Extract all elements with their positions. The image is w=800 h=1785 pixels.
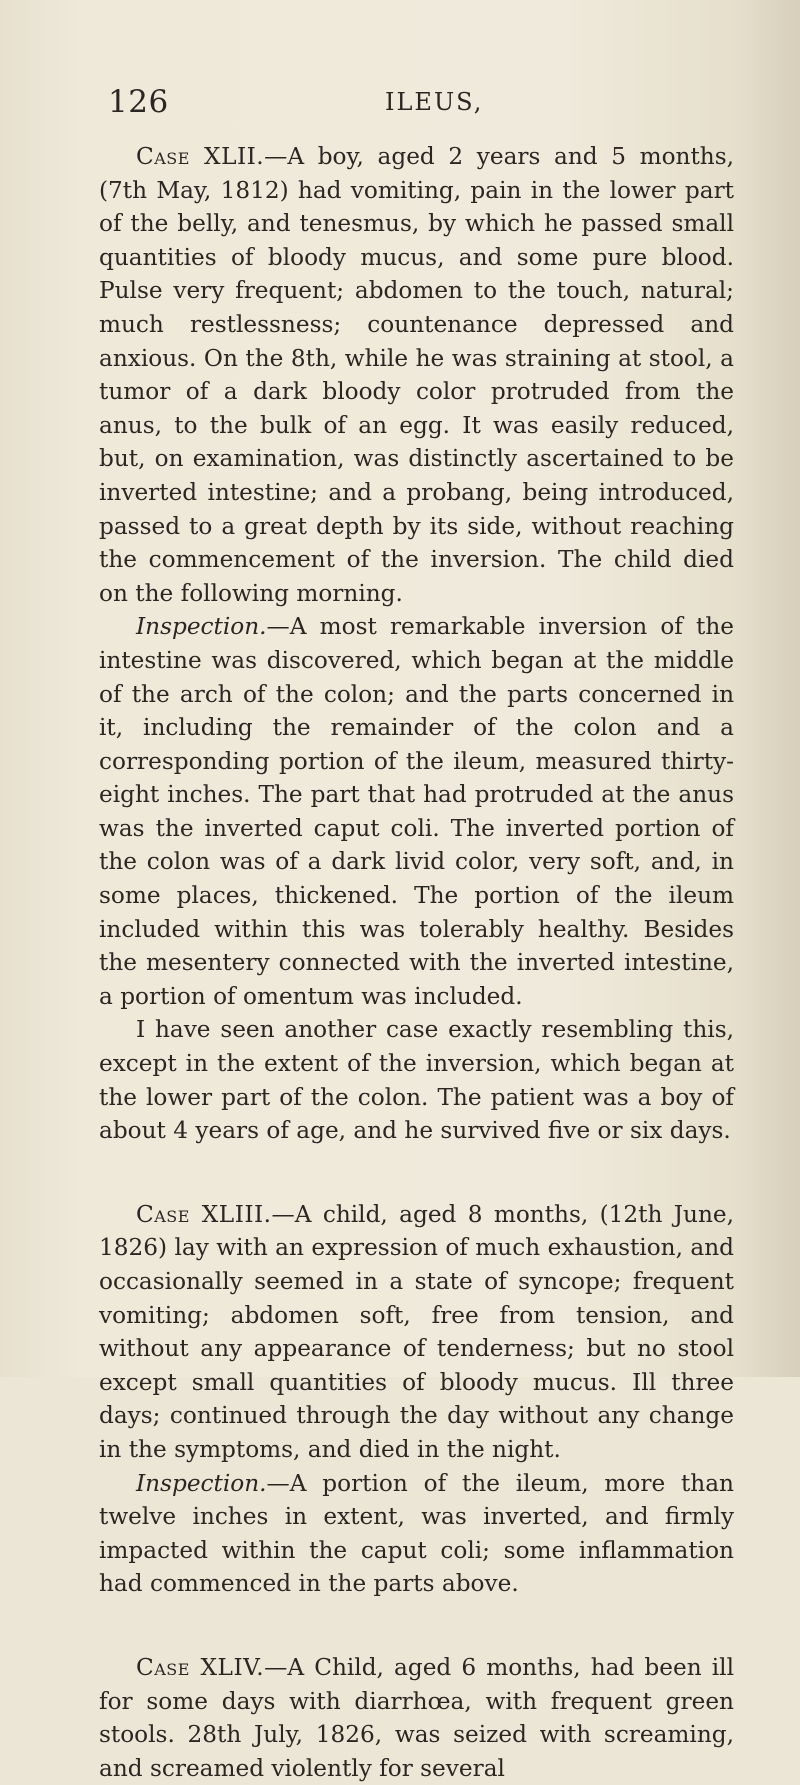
paragraph-case-xliv <box>99 1651 734 1785</box>
paragraph-text: —A portion of the ileum, more than twelve inches in extent, was inverted, and firmly impacted within the caput coli; some inflammation had commenced in the parts above. <box>99 1469 734 1598</box>
running-head: ILEUS, <box>385 88 484 116</box>
paragraph-text: I have seen another case exactly resembling this, except in the extent of the inversion, which began at the lower part of the colon. The patient was a boy of about 4 years of age, and he survived five or six days. <box>99 1016 734 1145</box>
body-text <box>99 140 734 1785</box>
case-title: Case XLIII. <box>136 1200 272 1228</box>
paragraph-text: —A boy, aged 2 years and 5 months, (7th May, 1812) had vomiting, pain in the lower part of the belly, and tenesmus, by which he passed small quantities of bloody mucus, and some pure blood. Pulse very frequent; abdomen to the touch, natural; much restlessness; countenance depressed and anxious. On the 8th, while he was straining at stool, a tumor of a dark bloody color protruded from the anus, to the bulk of an egg. It was easily reduced, but, on examination, was distinctly ascertained to be inverted intestine; and a probang, being introduced, passed to a great depth by its side, without reaching the commencement of the inversion. The child died on the following morning. <box>99 143 734 607</box>
case-title: Case XLII. <box>136 143 265 170</box>
paragraph-text: —A child, aged 8 months, (12th June, 1826) lay with an expression of much exhaustion, and occasionally seemed in a state of syncope; frequent vomiting; abdomen soft, free from tension, and without any appearance of tenderness; but no stool except small quantities of bloody mucus. Ill three days; continued through the day without any change in the symptoms, and died in the night. <box>99 1200 734 1463</box>
page-number: 126 <box>108 84 169 120</box>
paragraph-case-xliii <box>99 1198 734 1467</box>
case-title: Case XLIV. <box>136 1653 265 1681</box>
inspection-label: Inspection. <box>136 1469 267 1497</box>
paragraph-case-xlii <box>99 140 734 610</box>
paragraph-text: —A most remarkable inversion of the intestine was discovered, which began at the middle of the arch of the colon; and the parts concerned in it, including the remainder of the colon and a corresponding portion of the ileum, measured thirty-eight inches. The part that had protruded at the anus was the inverted caput coli. The inverted portion of the colon was of a dark livid color, very soft, and, in some places, thickened. The portion of the ileum included within this was tolerably healthy. Besides the mesentery connected with the inverted intestine, a portion of omentum was included. <box>99 613 734 1010</box>
paragraph-similar-case <box>99 1013 734 1147</box>
paragraph-text: —A Child, aged 6 months, had been ill for some days with diarrhœa, with frequent green stools. 28th July, 1826, was seized with screaming, and screamed violently for several <box>99 1653 734 1782</box>
paragraph-inspection-xliii <box>99 1467 734 1601</box>
paragraph-inspection-xlii <box>99 610 734 1013</box>
inspection-label: Inspection. <box>136 613 267 641</box>
page-header <box>108 84 700 124</box>
